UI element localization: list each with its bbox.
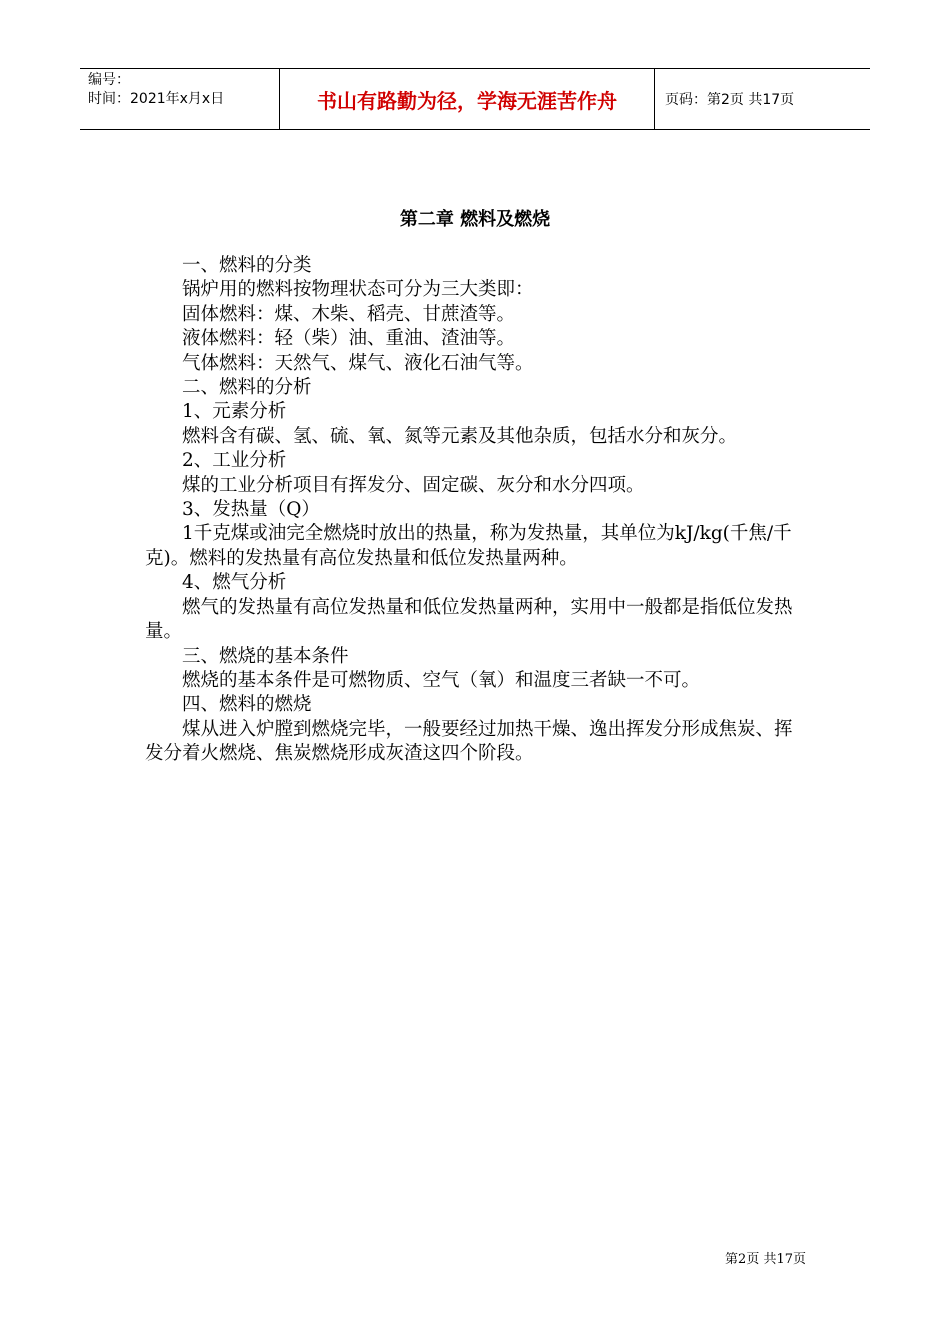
paragraph: 固体燃料：煤、木柴、稻壳、甘蔗渣等。: [182, 303, 516, 325]
time-label: 时间：2021年x月x日: [88, 91, 225, 107]
paragraph: 一、燃料的分类: [182, 255, 312, 276]
chapter-title: 第二章 燃料及燃烧: [399, 209, 551, 230]
paragraph: 1、元素分析: [182, 401, 287, 423]
paragraph: 4、燃气分析: [182, 572, 287, 594]
page-footer: 第2页 共17页: [725, 1252, 806, 1267]
paragraph: 2、工业分析: [182, 450, 287, 472]
paragraph: 1千克煤或油完全燃烧时放出的热量，称为发热量，其单位为kJ/kg(千焦/千克)。燃料的发热量有高位发热量和低位发热量两种。: [145, 523, 792, 569]
paragraph: 燃烧的基本条件是可燃物质、空气（氧）和温度三者缺一不可。: [182, 669, 701, 691]
header-page-info: 页码：第2页 共17页: [665, 92, 795, 108]
paragraph: 燃气的发热量有高位发热量和低位发热量两种，实用中一般都是指低位发热量。: [145, 596, 793, 643]
paragraph: 液体燃料：轻（柴）油、重油、渣油等。: [182, 328, 516, 350]
paragraph: 二、燃料的分析: [182, 377, 312, 399]
paragraph: 燃料含有碳、氢、硫、氧、氮等元素及其他杂质，包括水分和灰分。: [182, 425, 738, 447]
paragraph: 气体燃料：天然气、煤气、液化石油气等。: [182, 352, 534, 374]
paragraph: 煤从进入炉膛到燃烧完毕，一般要经过加热干燥、逸出挥发分形成焦炭、挥发分着火燃烧、焦炭燃烧形成灰渣这四个阶段。: [145, 718, 793, 765]
paragraph: 四、燃料的燃烧: [182, 694, 312, 716]
paragraph: 锅炉用的燃料按物理状态可分为三大类即：: [182, 279, 534, 301]
paragraph: 3、发热量（Q）: [182, 499, 320, 521]
page-header: [80, 68, 870, 130]
number-label: 编号：: [88, 72, 130, 88]
header-motto: 书山有路勤为径，学海无涯苦作舟: [280, 69, 655, 129]
paragraph: 三、燃烧的基本条件: [182, 645, 349, 667]
paragraph: 煤的工业分析项目有挥发分、固定碳、灰分和水分四项。: [182, 474, 645, 496]
document-body: [145, 254, 807, 767]
header-left-cell: [80, 69, 280, 129]
